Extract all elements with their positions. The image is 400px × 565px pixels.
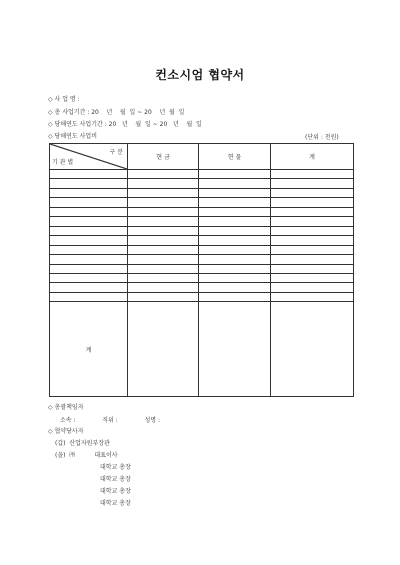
table-cell[interactable] — [199, 264, 271, 273]
table-cell[interactable] — [128, 255, 199, 264]
table-cell[interactable] — [199, 170, 271, 179]
table-cell[interactable] — [271, 207, 354, 216]
table-cell[interactable] — [50, 273, 128, 282]
table-cell[interactable] — [199, 226, 271, 235]
table-row — [50, 198, 354, 207]
table-cell[interactable] — [128, 292, 199, 301]
header-category-label: 구 분 — [109, 149, 123, 156]
total-row-label: 계 — [50, 302, 128, 397]
table-total-row — [50, 302, 354, 397]
table-cell[interactable] — [271, 198, 354, 207]
document-title: 컨소시엄 협약서 — [155, 68, 245, 82]
table-cell[interactable] — [50, 198, 128, 207]
table-cell[interactable] — [50, 283, 128, 292]
header-institution-label: 기 관 별 — [52, 159, 74, 166]
table-cell[interactable] — [199, 236, 271, 245]
table-row — [50, 245, 354, 254]
table-cell[interactable] — [199, 245, 271, 254]
table-cell[interactable] — [50, 226, 128, 235]
table-row — [50, 255, 354, 264]
table-cell[interactable] — [199, 198, 271, 207]
responsible-detail: 소속 : 직위 : 성명 : — [60, 417, 160, 424]
table-cell[interactable] — [271, 170, 354, 179]
party-university-4: 대학교 총장 — [100, 500, 131, 507]
table-cell[interactable] — [50, 188, 128, 197]
table-cell[interactable] — [50, 170, 128, 179]
party-eul: (을) ㈜ 대표이사 — [55, 452, 118, 459]
table-row — [50, 217, 354, 226]
table-cell[interactable] — [199, 207, 271, 216]
table-cell[interactable] — [50, 264, 128, 273]
table-row — [50, 179, 354, 188]
table-row — [50, 292, 354, 301]
table-cell[interactable] — [128, 217, 199, 226]
table-cell[interactable] — [128, 273, 199, 282]
table-row — [50, 207, 354, 216]
table-cell[interactable] — [199, 255, 271, 264]
table-cell[interactable] — [271, 188, 354, 197]
table-cell[interactable] — [271, 179, 354, 188]
column-header-inkind: 현 물 — [199, 144, 271, 170]
table-cell[interactable] — [271, 236, 354, 245]
party-university-2: 대학교 총장 — [100, 476, 131, 483]
table-cell[interactable] — [128, 179, 199, 188]
table-cell[interactable] — [128, 198, 199, 207]
table-row — [50, 236, 354, 245]
table-cell[interactable] — [271, 264, 354, 273]
table-cell[interactable] — [128, 207, 199, 216]
table-cell[interactable] — [128, 283, 199, 292]
table-cell[interactable] — [199, 292, 271, 301]
table-cell[interactable] — [50, 207, 128, 216]
unit-label: (단위 : 천원) — [305, 134, 339, 141]
table-cell[interactable] — [128, 170, 199, 179]
total-period-field: ◇ 총 사업기간 : 20 년 월 일 ~ 20 년 월 일 — [48, 109, 185, 116]
table-cell[interactable] — [50, 292, 128, 301]
table-cell[interactable] — [50, 179, 128, 188]
table-cell[interactable] — [199, 217, 271, 226]
parties-heading: ◇ 협약당사자 — [48, 428, 84, 435]
party-university-1: 대학교 총장 — [100, 464, 131, 471]
table-cell[interactable] — [128, 236, 199, 245]
table-cell[interactable] — [50, 217, 128, 226]
table-cell[interactable] — [50, 255, 128, 264]
column-header-total: 계 — [271, 144, 354, 170]
table-row — [50, 170, 354, 179]
table-cell[interactable] — [199, 188, 271, 197]
table-cell[interactable] — [271, 255, 354, 264]
table-cell[interactable] — [271, 302, 354, 397]
table-cell[interactable] — [271, 273, 354, 282]
party-university-3: 대학교 총장 — [100, 488, 131, 495]
diagonal-header-cell — [50, 144, 128, 170]
table-cell[interactable] — [271, 245, 354, 254]
table-cell[interactable] — [128, 302, 199, 397]
table-cell[interactable] — [199, 283, 271, 292]
project-name-field: ◇ 사 업 명 : — [48, 96, 80, 103]
table-cell[interactable] — [128, 188, 199, 197]
table-cell[interactable] — [271, 292, 354, 301]
table-cell[interactable] — [50, 245, 128, 254]
responsible-heading: ◇ 총괄책임자 — [48, 404, 84, 411]
column-header-cash: 현 금 — [128, 144, 199, 170]
table-row — [50, 226, 354, 235]
table-cell[interactable] — [271, 226, 354, 235]
table-row — [50, 283, 354, 292]
table-cell[interactable] — [271, 283, 354, 292]
party-gap: (갑) 산업자원부장관 — [55, 440, 110, 447]
table-row — [50, 188, 354, 197]
table-row — [50, 264, 354, 273]
table-cell[interactable] — [199, 179, 271, 188]
table-cell[interactable] — [199, 302, 271, 397]
table-cell[interactable] — [50, 236, 128, 245]
year-period-field: ◇ 당해연도 사업기간 : 20 년 월 일 ~ 20 년 월 일 — [48, 121, 202, 128]
table-cell[interactable] — [128, 245, 199, 254]
table-cell[interactable] — [199, 273, 271, 282]
table-cell[interactable] — [128, 226, 199, 235]
table-cell[interactable] — [271, 217, 354, 226]
year-cost-field: ◇ 당해연도 사업비 — [48, 133, 98, 140]
table-row — [50, 273, 354, 282]
table-header-row — [50, 144, 354, 170]
cost-table — [49, 143, 354, 397]
table-cell[interactable] — [128, 264, 199, 273]
